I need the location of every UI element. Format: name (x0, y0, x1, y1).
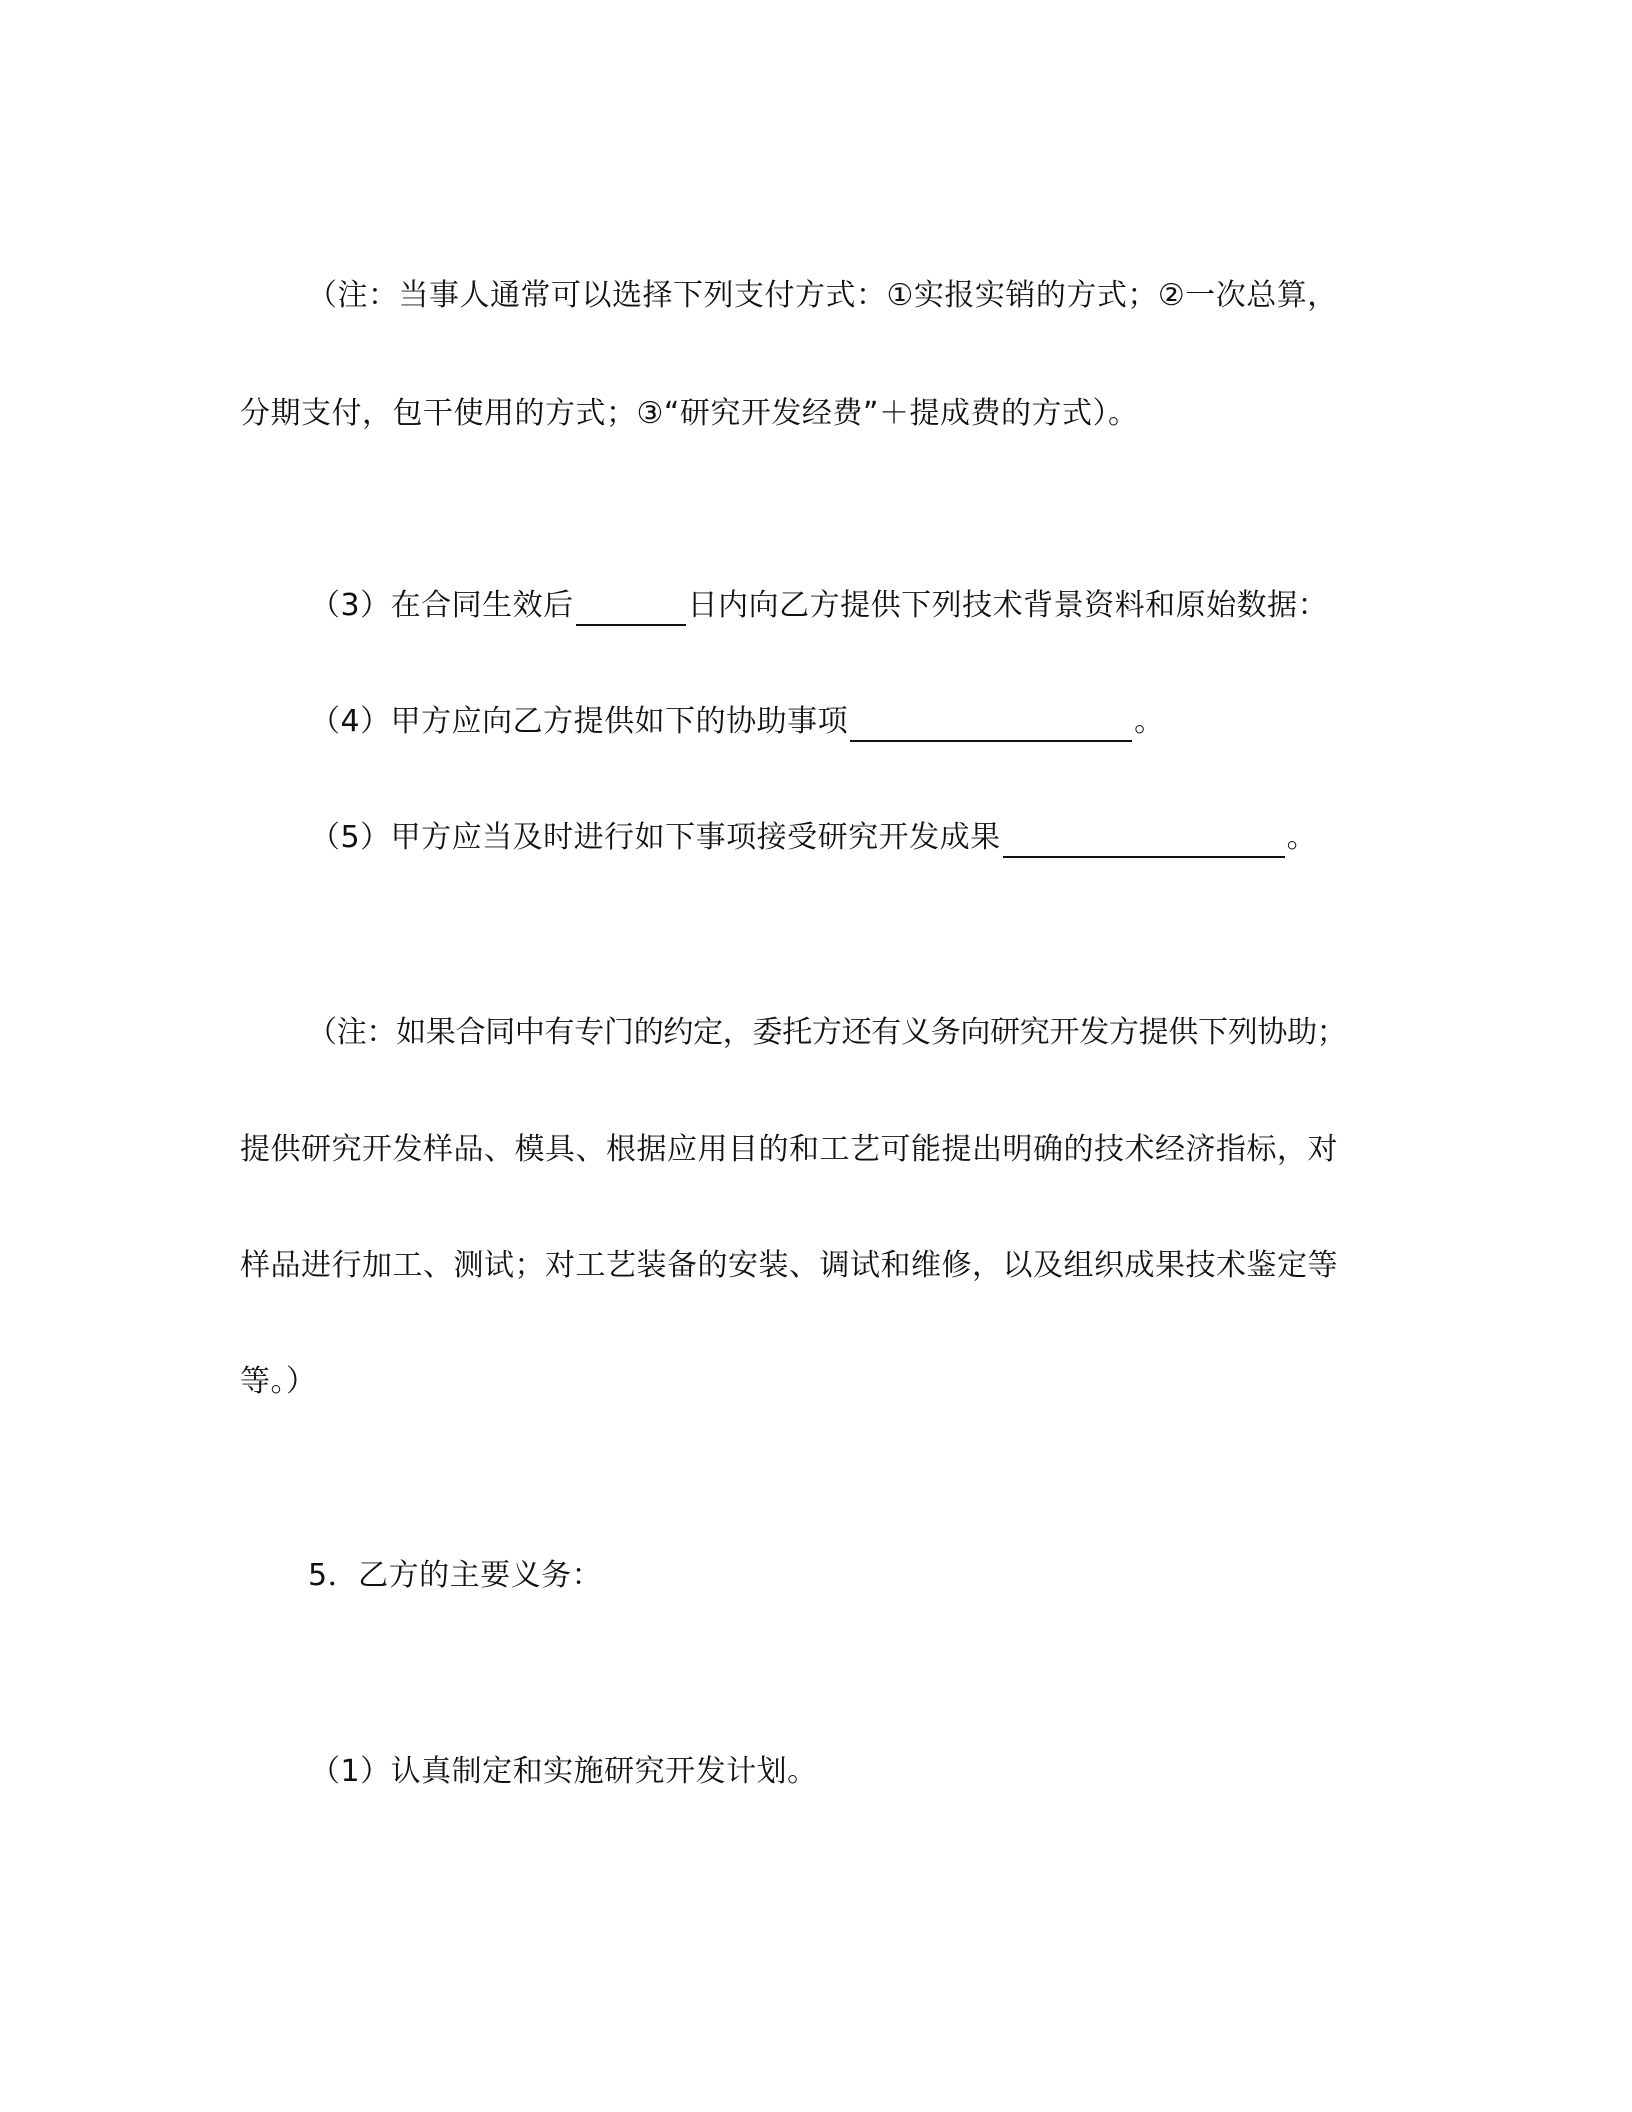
item5-blank[interactable] (1003, 822, 1285, 858)
section5-heading: 5．乙方的主要义务： (308, 1558, 603, 1593)
item3-text-after: 日内向乙方提供下列技术背景资料和原始数据： (687, 588, 1329, 623)
note2-line2: 提供研究开发样品、模具、根据应用目的和工艺可能提出明确的技术经济指标，对 (240, 1132, 1338, 1167)
item3-line (310, 586, 1328, 626)
item3-text-before: （3）在合同生效后 (310, 588, 574, 623)
item4-line (310, 702, 1165, 742)
item5-text-before: （5）甲方应当及时进行如下事项接受研究开发成果 (310, 820, 1001, 855)
item4-text-after: 。 (1134, 704, 1165, 739)
item5-line (310, 818, 1317, 858)
note1-line2: 分期支付，包干使用的方式；③“研究开发经费”＋提成费的方式）。 (240, 396, 1139, 431)
note1-line1: （注：当事人通常可以选择下列支付方式：①实报实销的方式；②一次总算， (307, 278, 1338, 313)
item4-text-before: （4）甲方应向乙方提供如下的协助事项 (310, 704, 849, 739)
item5-text-after: 。 (1286, 820, 1318, 855)
note2-line1: （注：如果合同中有专门的约定，委托方还有义务向研究开发方提供下列协助； (307, 1015, 1347, 1050)
item5-1-line: （1）认真制定和实施研究开发计划。 (310, 1754, 818, 1789)
note2-line4: 等。） (240, 1364, 317, 1399)
item3-blank[interactable] (576, 590, 686, 626)
item4-blank[interactable] (850, 706, 1132, 742)
note2-line3: 样品进行加工、测试；对工艺装备的安装、调试和维修，以及组织成果技术鉴定等 (240, 1248, 1338, 1283)
